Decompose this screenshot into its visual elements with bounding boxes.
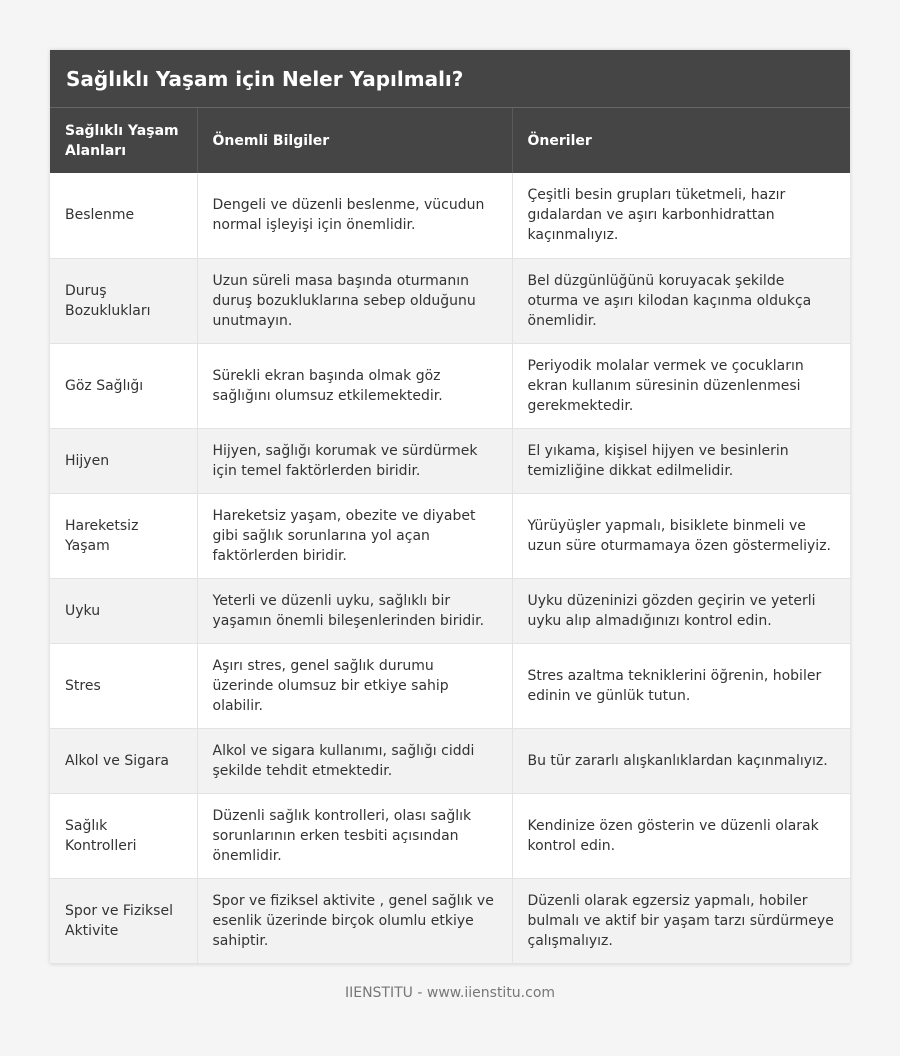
page-title: Sağlıklı Yaşam için Neler Yapılmalı? [50, 50, 850, 108]
table-row [50, 578, 850, 643]
cell-suggestion: Periyodik molalar vermek ve çocukların ekran kullanım süresinin düzenlenmesi gerekmektedir. [512, 343, 850, 428]
cell-info: Dengeli ve düzenli beslenme, vücudun normal işleyişi için önemlidir. [197, 173, 512, 258]
column-header-area: Sağlıklı Yaşam Alanları [50, 108, 197, 173]
table-row [50, 643, 850, 728]
column-header-suggestions: Öneriler [512, 108, 850, 173]
cell-info: Sürekli ekran başında olmak göz sağlığını olumsuz etkilemektedir. [197, 343, 512, 428]
cell-suggestion: Bel düzgünlüğünü koruyacak şekilde oturma ve aşırı kilodan kaçınma oldukça önemlidir. [512, 258, 850, 343]
table-row [50, 878, 850, 963]
cell-info: Düzenli sağlık kontrolleri, olası sağlık sorunlarının erken tesbiti açısından önemlidir. [197, 793, 512, 878]
cell-area: Hijyen [50, 428, 197, 493]
table-body [50, 173, 850, 963]
table-row [50, 343, 850, 428]
cell-area: Spor ve Fiziksel Aktivite [50, 878, 197, 963]
table-row [50, 493, 850, 578]
table-row [50, 728, 850, 793]
cell-info: Uzun süreli masa başında oturmanın duruş bozukluklarına sebep olduğunu unutmayın. [197, 258, 512, 343]
cell-info: Hareketsiz yaşam, obezite ve diyabet gibi sağlık sorunlarına yol açan faktörlerden biridir. [197, 493, 512, 578]
table-row [50, 428, 850, 493]
column-header-info: Önemli Bilgiler [197, 108, 512, 173]
footer-credit: IIENSTITU - www.iienstitu.com [344, 985, 556, 1001]
cell-suggestion: Bu tür zararlı alışkanlıklardan kaçınmalıyız. [512, 728, 850, 793]
cell-area: Beslenme [50, 173, 197, 258]
table-header [50, 108, 850, 173]
table-row [50, 793, 850, 878]
cell-info: Yeterli ve düzenli uyku, sağlıklı bir yaşamın önemli bileşenlerinden biridir. [197, 578, 512, 643]
content-card [50, 50, 850, 964]
cell-area: Duruş Bozuklukları [50, 258, 197, 343]
cell-suggestion: Kendinize özen gösterin ve düzenli olarak kontrol edin. [512, 793, 850, 878]
cell-suggestion: Uyku düzeninizi gözden geçirin ve yeterli uyku alıp almadığınızı kontrol edin. [512, 578, 850, 643]
cell-suggestion: El yıkama, kişisel hijyen ve besinlerin temizliğine dikkat edilmelidir. [512, 428, 850, 493]
cell-info: Spor ve fiziksel aktivite , genel sağlık ve esenlik üzerinde birçok olumlu etkiye sahiptir. [197, 878, 512, 963]
cell-suggestion: Yürüyüşler yapmalı, bisiklete binmeli ve uzun süre oturmamaya özen göstermeliyiz. [512, 493, 850, 578]
cell-suggestion: Düzenli olarak egzersiz yapmalı, hobiler bulmalı ve aktif bir yaşam tarzı sürdürmeye çalışmalıyız. [512, 878, 850, 963]
cell-suggestion: Stres azaltma tekniklerini öğrenin, hobiler edinin ve günlük tutun. [512, 643, 850, 728]
cell-info: Hijyen, sağlığı korumak ve sürdürmek için temel faktörlerden biridir. [197, 428, 512, 493]
cell-suggestion: Çeşitli besin grupları tüketmeli, hazır gıdalardan ve aşırı karbonhidrattan kaçınmalıyız. [512, 173, 850, 258]
cell-area: Sağlık Kontrolleri [50, 793, 197, 878]
cell-area: Alkol ve Sigara [50, 728, 197, 793]
cell-info: Aşırı stres, genel sağlık durumu üzerinde olumsuz bir etkiye sahip olabilir. [197, 643, 512, 728]
cell-info: Alkol ve sigara kullanımı, sağlığı ciddi şekilde tehdit etmektedir. [197, 728, 512, 793]
cell-area: Hareketsiz Yaşam [50, 493, 197, 578]
table-header-row [50, 108, 850, 173]
info-table [50, 108, 850, 964]
table-row [50, 173, 850, 258]
cell-area: Uyku [50, 578, 197, 643]
cell-area: Stres [50, 643, 197, 728]
cell-area: Göz Sağlığı [50, 343, 197, 428]
table-row [50, 258, 850, 343]
